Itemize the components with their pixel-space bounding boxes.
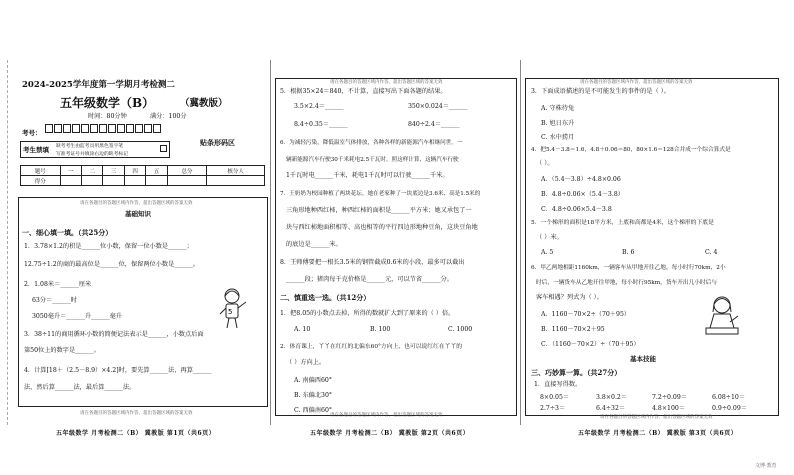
notice-text-1: 缺考考生由监考员用黑色签字笔 [56,144,124,149]
p2-q6c: 1千瓦时电______千米，耗电1千瓦时可以行驶______千米。 [286,172,449,179]
p3-direct-3: 6.08÷10＝ [712,394,746,401]
exam-number-cell[interactable] [90,124,98,133]
exam-number-cell[interactable] [72,124,80,133]
p2-q7c: 块与西红柿地面积相等、高也相等的平行四边形地种豆角，这块豆角地 [286,224,478,231]
p3-c5a: 5．一个梯形的面积是18平方米，上底和高都是4米，这个梯形的下底是 [531,220,714,226]
p2-q8a: 8．王师傅要把一根长3.5米的钢管截成0.6米的小段，最多可以截出 [280,259,465,266]
watermark-stamp: 文博·教育 [755,463,777,469]
p1-q1a: 1．3.78×1.2的积是______位小数，保留一位小数是______； [24,243,193,250]
p3-section-title: 基本技能 [630,355,656,363]
p2-c1-opt-a[interactable]: A. 10 [294,326,311,333]
exam-number-cell[interactable] [153,124,161,133]
p2-top-notice: 请在各题目的答题区域内作答，超出答题区域的答案无效 [330,80,443,85]
exam-number-cell[interactable] [99,124,107,133]
p3-footer: 五年级数学 月考检测二（B） 冀教版 第3页（共6页） [578,430,738,437]
p3-direct-5: 6.4÷32＝ [596,405,626,412]
p2-calc-1: 350×0.024＝______ [408,103,468,110]
p3-c6-opt-c[interactable]: C．（1160－70×2）÷（70＋95） [541,341,640,348]
p3-c5-opt-a[interactable]: A. 5 [541,249,554,256]
p3-c5-opt-b[interactable]: B. 6 [622,249,635,256]
p3-c6-opt-a[interactable]: A．1160－70×2÷（70＋95） [541,311,631,318]
p3-c3-opt-b[interactable]: B. 旭日东升 [541,120,575,127]
p3-c4-opt-b[interactable]: B．4.8÷0.06×（5.4－3.8） [541,191,624,198]
p3-direct-0: 8×0.05＝ [540,394,570,401]
answer-frame-p3 [525,78,779,416]
p2-calc-0: 3.5×2.4＝______ [294,103,344,110]
p3-bottom-notice: 请在各题目的答题区域内作答，超出答题区域的答案无效 [600,415,713,420]
p3-d1: 1．直接写得数。 [534,381,582,388]
p2-c2-opt-c[interactable]: C. 西偏南60° [294,407,332,414]
p1-q2c: 3050毫升＝______升______毫升 [32,313,122,320]
exam-subject: 五年级数学（B） [60,96,155,110]
score-header-0: 题号 [21,166,61,176]
score-header-7: 核分人 [207,166,265,176]
sticker-area-label: 贴条形码区 [200,138,235,147]
exam-number-cell[interactable] [81,124,89,133]
p2-footer: 五年级数学 月考检测二（B） 冀教版 第2页（共6页） [310,430,470,437]
cartoon-student-illustration [212,286,254,330]
score-cell[interactable] [207,176,265,186]
p3-top-notice: 请在各题目的答题区域内作答，超出答题区域的答案无效 [580,80,693,85]
p2-q7a: 7．王奶奶为校园种植了两块花坛。她在老家种了一块底边是3.6米、高是1.5米的 [280,191,481,197]
page-divider-1 [270,60,271,425]
p3-c3-opt-c[interactable]: C. 水中捞月 [541,134,575,141]
exam-number-cell[interactable] [117,124,125,133]
score-cell[interactable] [146,176,167,186]
exam-number-cell[interactable] [126,124,134,133]
p3-direct-7: 0.9÷0.09＝ [712,405,747,412]
p3-direct-6: 4.8×100＝ [652,405,686,412]
p2-c2-opt-b[interactable]: B. 东偏北30° [294,392,333,399]
p1-q3b: 第50位上的数字是______。 [24,347,100,354]
p3-c4b: （ ）。 [536,160,554,167]
cut-line-left [7,60,8,425]
p3-c4-opt-a[interactable]: A．（5.4－3.8）÷4.8×0.06 [541,176,621,183]
p1-q4b: 法，然后算______法，最后算______法。 [24,384,136,391]
p3-c3-opt-a[interactable]: A. 守株待兔 [541,105,575,112]
p2-c1-opt-b[interactable]: B. 100 [370,326,391,333]
p2-c2b: （ ）方向上。 [286,359,326,366]
svg-text:5: 5 [228,308,233,316]
p1-q4a: 4．计算[18＋（2.5－8.9）×4.2]时，要先算______法，再算______ [24,367,212,374]
score-cell[interactable] [167,176,207,186]
score-header-2: 二 [81,166,102,176]
p1-section-title: 基础知识 [125,210,151,218]
exam-number-cell[interactable] [135,124,143,133]
exam-number-cell[interactable] [144,124,152,133]
p2-calc-3: 840÷2.4＝______ [408,121,460,128]
p2-c2a: 2．体育课上，丫丫在红红的北偏东60°方向上，也可以说红红在丫丫的 [280,344,463,350]
p3-direct-4: 2.7÷3＝ [540,405,566,412]
p2-q6a: 6．为减轻污染，降低温室气体排放，各种各样的新能源汽车相继问世。一 [280,140,463,146]
score-header-6: 总分 [167,166,207,176]
exam-number-cell[interactable] [45,124,53,133]
exam-no-label: 考号： [22,129,42,137]
score-header-5: 五 [146,166,167,176]
p2-part2-heading: 二、慎重选一选。（共12分） [280,293,371,302]
score-cell[interactable] [81,176,102,186]
score-row-label: 得分 [21,176,61,186]
p2-c2-opt-a[interactable]: A. 南偏西60° [294,377,332,384]
p3-c4a: 4．把5.4－3.8＝1.6，4.8＋0.06＝80，80×1.6＝128合并成一个综合算式是 [531,147,731,153]
exam-number-cell[interactable] [54,124,62,133]
score-cell[interactable] [60,176,81,186]
p3-direct-1: 3.8×0.2＝ [596,394,628,401]
exam-time: 时间：80分钟 [88,113,127,120]
p2-q7d: 的底边是______米。 [286,241,342,248]
p2-c1-opt-c[interactable]: C. 1000 [448,326,473,333]
p3-c6b: 时后，一辆货车从乙地开往甲地，每小时行95km，货车开出几小时后与 [536,280,718,286]
score-cell[interactable] [124,176,145,186]
p1-q2b: 63分＝______时 [32,297,77,304]
p2-q6b: 辆新能源汽车行驶30千米耗电2.5千瓦时。照这样计算，这辆汽车行驶 [286,157,459,163]
p1-q2a: 2．1.08米＝______厘米 [24,281,92,288]
p2-q5a: 5．根据35×24＝840，不计算，直接写出下面各题的结果。 [280,88,447,95]
exam-score: 满分：100分 [150,113,187,120]
p3-direct-2: 7.2÷0.09＝ [652,394,687,401]
page-divider-2 [520,60,521,425]
score-header-1: 一 [60,166,81,176]
p2-c1: 1．把8.05的小数点去掉，所得的数就扩大到了原来的（ ）倍。 [280,310,455,317]
p2-bottom-notice: 请在各题目的答题区域内作答，超出答题区域的答案无效 [330,413,443,418]
notice-text-2: 写准考证号并填涂右边的缺考标记 [56,152,128,157]
exam-number-cell[interactable] [63,124,71,133]
p3-c6-opt-b[interactable]: B．1160－70×2＋95 [541,326,605,333]
p3-c6c: 客车相遇？列式为（ ）。 [536,294,603,301]
p1-part1-heading: 一、细心填一填。（共25分） [22,228,113,237]
score-table [20,165,265,186]
p2-q7b: 三角形地种西红柿，种西红柿的面积是______平方米；她又承包了一 [286,207,472,214]
p2-q8b: ______段；猪肉每千克价格是______元，可以节省______分。 [286,276,454,283]
p3-c4-opt-c[interactable]: C．4.8÷0.06×5.4－3.8 [541,206,612,213]
exam-title-year: 2024-2025学年度第一学期月考检测二 [22,80,175,90]
cartoon-writing-girl-illustration [700,294,744,338]
p3-part3-heading: 三、巧妙算一算。（共27分） [531,368,622,377]
p2-calc-2: 8.4÷0.35＝______ [294,121,348,128]
exam-edition: （冀教版） [180,98,228,109]
p3-c5-opt-c[interactable]: C. 4 [705,249,718,256]
absent-mark-checkbox[interactable] [160,145,167,152]
p3-c3: 3．下面成语描述的是不可能发生的事件的是（ ）。 [531,88,670,95]
p1-top-notice: 请在各题目的答题区域内作答，超出答题区域的答案无效 [80,201,193,206]
p3-c5b: （ ）米。 [536,234,563,241]
score-header-3: 三 [103,166,124,176]
p1-bottom-notice: 请在各题目的答题区域内作答，超出答题区域的答案无效 [80,411,193,416]
p1-q3a: 3．38÷11的商用循环小数的简便记法表示是______，小数点后面 [24,331,204,338]
score-cell[interactable] [103,176,124,186]
notice-label: 考生禁填 [23,146,49,154]
p3-c6a: 6．甲乙两地相距1160km，一辆客车从甲地开往乙地，每小时行70km，2小 [531,265,726,271]
p1-footer: 五年级数学 月考检测二（B） 冀教版 第1页（共6页） [56,430,216,437]
exam-number-cell[interactable] [108,124,116,133]
score-header-4: 四 [124,166,145,176]
p1-q1b: 12.75÷1.2的商的最高位是______位，保留两位小数是______。 [24,261,200,268]
